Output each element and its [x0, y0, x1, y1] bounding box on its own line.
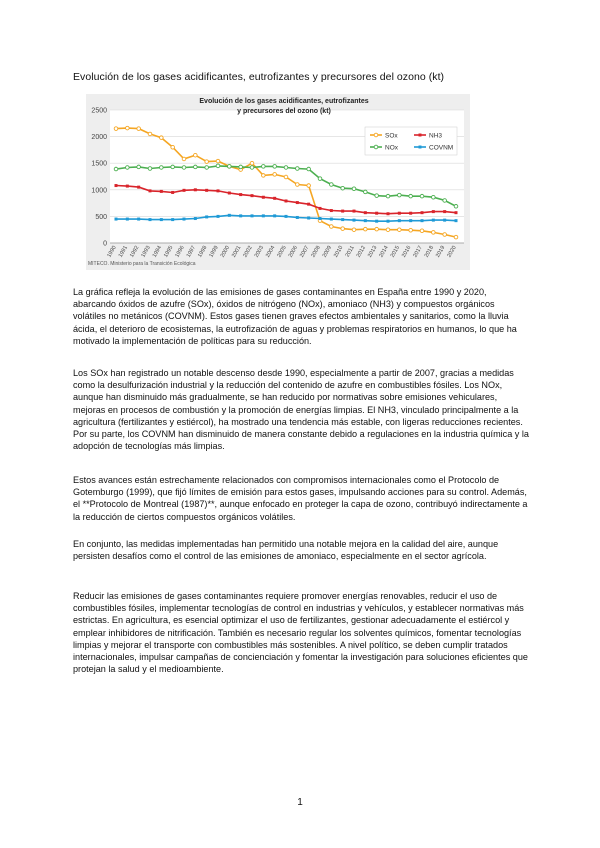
data-point-nh3: [285, 199, 288, 202]
x-tick-label: 1991: [117, 245, 130, 259]
x-tick-label: 2004: [265, 245, 277, 259]
x-tick-label: 2008: [310, 245, 322, 259]
data-point-nh3: [296, 201, 299, 204]
data-point-nh3: [432, 210, 435, 213]
x-tick-label: 2015: [389, 245, 402, 259]
chart-title-line-2: y precursores del ozono (kt): [237, 108, 331, 115]
paragraph-recommendations: Reducir las emisiones de gases contaminantes requiere promover energías renovables, reducir el uso de combustibles fósiles, implementar tecnologías de control en industrias y vehículos, y establecer normativas más estrictas. En agricultura, es esencial optimizar el uso de fertilizantes, gestionar adecuadamente el estiércol y emplear inhibidores de nitrificación. También es necesario regular los solventes químicos, fomentar tecnologías limpias y mejorar el transporte con combustibles más sostenibles. A nivel político, se deben cumplir tratados internacionales, impulsar campañas de concienciación y fomentar la investigación para soluciones eficientes que protejan la salud y el medioambiente.: [73, 591, 528, 675]
data-point-nox: [375, 194, 379, 198]
data-point-covnm: [375, 220, 378, 223]
data-point-covnm: [137, 218, 140, 221]
data-point-nox: [296, 167, 300, 171]
x-tick-label: 2002: [242, 245, 254, 259]
legend-label-nh3: NH3: [429, 132, 443, 140]
data-point-nh3: [262, 196, 265, 199]
data-point-nox: [126, 166, 130, 170]
legend-marker-nh3: [419, 134, 422, 137]
data-point-covnm: [307, 216, 310, 219]
data-point-nh3: [364, 211, 367, 214]
data-point-nh3: [205, 189, 208, 192]
data-point-nox: [205, 166, 209, 170]
chart-figure: [86, 94, 470, 270]
data-point-sox: [296, 183, 300, 187]
data-point-nh3: [137, 186, 140, 189]
data-point-nox: [341, 186, 345, 190]
data-point-covnm: [330, 218, 333, 221]
x-tick-label: 2006: [287, 245, 300, 259]
data-point-nox: [398, 193, 402, 197]
data-point-nox: [454, 204, 458, 208]
data-point-sox: [284, 175, 288, 179]
data-point-nox: [364, 190, 368, 194]
x-tick-label: 2007: [299, 245, 311, 259]
x-tick-label: 2003: [253, 245, 266, 259]
data-point-sox: [398, 228, 402, 232]
paragraph-trends: Los SOx han registrado un notable descenso desde 1990, especialmente a partir de 2007, gracias a medidas como la desulfurización industrial y la reducción del contenido de azufre en combustibles fósiles. Los NOx, aunque han disminuido más gradualmente, se han reducido por normativas sobre emisiones vehiculares, mejoras en procesos de combustión y la promoción de energías limpias. El NH3, vinculado principalmente a la agricultura (fertilizantes y estiércol), ha mostrado una tendencia más estable, con ligeras reducciones recientes. Por su parte, los COVNM han disminuido de manera constante debido a regulaciones en la industria química y la adopción de tecnologías más limpias.: [73, 368, 529, 452]
data-point-sox: [250, 161, 254, 165]
data-point-nox: [352, 187, 356, 191]
data-point-covnm: [341, 218, 344, 221]
data-point-sox: [432, 231, 436, 235]
data-point-covnm: [364, 219, 367, 222]
chart-source: MITECO. Ministerio para la Transición Ecológica: [88, 261, 196, 267]
data-point-nh3: [421, 211, 424, 214]
data-point-nox: [148, 167, 152, 171]
data-point-sox: [160, 136, 164, 140]
data-point-covnm: [455, 219, 458, 222]
data-point-nh3: [353, 210, 356, 213]
data-point-nox: [307, 167, 311, 171]
data-point-covnm: [443, 219, 446, 222]
data-point-nox: [420, 194, 424, 198]
data-point-sox: [420, 229, 424, 233]
x-tick-label: 2016: [401, 245, 413, 259]
data-point-covnm: [353, 219, 356, 222]
x-tick-label: 2001: [231, 245, 243, 259]
y-tick-label: 2000: [91, 134, 107, 142]
data-point-covnm: [149, 218, 152, 221]
data-point-covnm: [273, 214, 276, 217]
data-point-nox: [318, 177, 322, 181]
data-point-nox: [171, 165, 175, 169]
x-tick-label: 1990: [106, 245, 118, 259]
data-point-sox: [114, 127, 118, 131]
data-point-nh3: [217, 189, 220, 192]
data-point-nox: [443, 199, 447, 203]
paragraph-protocols: Estos avances están estrechamente relacionados con compromisos internacionales como el Protocolo de Gotemburgo (1999), que fijó límites de emisión para estos gases, impulsando acciones para su control. Además, el **Protocolo de Montreal (1987)**, aunque enfocado en proteger la capa de ozono, contribuyó indirectamente a la reducción de ciertos compuestos orgánicos volátiles.: [73, 475, 528, 522]
data-point-sox: [205, 160, 209, 164]
data-point-nh3: [307, 203, 310, 206]
data-point-covnm: [432, 219, 435, 222]
legend-label-nox: NOx: [385, 144, 398, 152]
data-point-sox: [364, 227, 368, 231]
data-point-nh3: [183, 189, 186, 192]
data-point-covnm: [262, 214, 265, 217]
data-point-covnm: [409, 219, 412, 222]
data-point-nh3: [341, 210, 344, 213]
data-point-sox: [307, 184, 311, 188]
x-tick-label: 1992: [129, 245, 141, 259]
y-tick-label: 2500: [91, 107, 107, 115]
data-point-covnm: [398, 219, 401, 222]
data-point-nh3: [330, 209, 333, 212]
data-point-nox: [386, 194, 390, 198]
data-point-nh3: [126, 185, 129, 188]
data-point-nh3: [273, 197, 276, 200]
data-point-sox: [126, 126, 130, 130]
x-tick-label: 1997: [185, 245, 198, 259]
x-tick-label: 2005: [276, 245, 288, 259]
data-point-covnm: [217, 215, 220, 218]
x-tick-label: 2012: [355, 245, 368, 259]
data-point-sox: [386, 228, 390, 232]
x-tick-label: 2019: [435, 245, 447, 259]
data-point-sox: [341, 227, 345, 231]
data-point-nox: [137, 165, 141, 169]
data-point-nox: [409, 194, 413, 198]
data-point-nh3: [239, 193, 242, 196]
x-tick-label: 1998: [197, 245, 209, 259]
document-title: Evolución de los gases acidificantes, eutrofizantes y precursores del ozono (kt): [73, 71, 445, 83]
data-point-covnm: [183, 218, 186, 221]
x-tick-label: 2017: [412, 245, 424, 259]
x-tick-label: 2020: [446, 245, 458, 259]
data-point-sox: [182, 157, 186, 161]
x-tick-label: 1999: [208, 245, 220, 259]
data-point-nh3: [455, 211, 458, 214]
data-point-nh3: [171, 191, 174, 194]
data-point-nox: [284, 166, 288, 170]
legend-label-covnm: COVNM: [429, 144, 454, 152]
x-tick-label: 1994: [151, 245, 164, 259]
paragraph-intro: La gráfica refleja la evolución de las emisiones de gases contaminantes en España entre 1990 y 2020, abarcando óxidos de azufre (SOx), óxidos de nitrógeno (NOx), amoniaco (NH3) y compuestos orgánicos volátiles no metánicos (COVNM). Estos gases tienen graves efectos ambientales y sanitarios, como la lluvia ácida, el deterioro de ecosistemas, la eutrofización de aguas y problemas respiratorios en humanos, lo que ha motivado la implementación de políticas para su reducción.: [73, 287, 517, 346]
data-point-sox: [194, 153, 198, 157]
paragraph-conclusion: En conjunto, las medidas implementadas han permitido una notable mejora en la calidad del aire, aunque persisten desafíos como el control de las emisiones de amoniaco, especialmente en el sector agrícola.: [73, 539, 499, 562]
data-point-nh3: [115, 184, 118, 187]
data-point-nox: [330, 183, 334, 187]
data-point-sox: [330, 225, 334, 229]
data-point-nh3: [387, 212, 390, 215]
chart-legend: [365, 127, 457, 155]
data-point-nh3: [149, 189, 152, 192]
data-point-covnm: [115, 218, 118, 221]
chart-title-line-1: Evolución de los gases acidificantes, eutrofizantes: [199, 98, 369, 105]
data-point-covnm: [296, 216, 299, 219]
legend-marker-nox: [374, 145, 378, 149]
data-point-nox: [262, 165, 266, 169]
data-point-sox: [454, 235, 458, 239]
data-point-covnm: [194, 217, 197, 220]
data-point-covnm: [126, 218, 129, 221]
data-point-nox: [273, 165, 277, 169]
x-tick-label: 1995: [163, 245, 175, 259]
x-tick-label: 2011: [344, 245, 356, 259]
data-point-nox: [239, 165, 243, 169]
x-tick-label: 2013: [367, 245, 379, 259]
data-point-covnm: [319, 217, 322, 220]
data-point-covnm: [228, 214, 231, 217]
data-point-covnm: [387, 220, 390, 223]
data-point-sox: [352, 228, 356, 232]
y-tick-label: 1500: [91, 160, 107, 168]
data-point-nh3: [251, 194, 254, 197]
data-point-sox: [443, 233, 447, 237]
x-tick-label: 2010: [333, 245, 345, 259]
data-point-nox: [114, 167, 118, 171]
data-point-nh3: [228, 191, 231, 194]
legend-label-sox: SOx: [385, 132, 398, 140]
data-point-nh3: [194, 188, 197, 191]
data-point-covnm: [251, 214, 254, 217]
data-point-nox: [216, 164, 220, 168]
data-point-covnm: [285, 215, 288, 218]
data-point-sox: [409, 228, 413, 232]
data-point-nox: [432, 195, 436, 199]
legend-marker-covnm: [419, 146, 422, 149]
data-point-nh3: [319, 207, 322, 210]
data-point-nox: [194, 165, 198, 169]
y-tick-label: 0: [103, 240, 107, 248]
x-tick-label: 1993: [140, 245, 152, 259]
data-point-covnm: [160, 218, 163, 221]
page-number: 1: [297, 797, 303, 808]
data-point-nox: [250, 166, 254, 170]
data-point-covnm: [421, 219, 424, 222]
data-point-sox: [148, 132, 152, 136]
data-point-sox: [273, 173, 277, 177]
data-point-nh3: [375, 212, 378, 215]
y-tick-label: 1000: [91, 187, 107, 195]
legend-marker-sox: [374, 133, 378, 137]
x-tick-label: 1996: [174, 245, 186, 259]
data-point-nh3: [160, 190, 163, 193]
data-point-covnm: [239, 214, 242, 217]
data-point-sox: [262, 174, 266, 178]
x-tick-label: 2009: [321, 244, 334, 259]
data-point-nh3: [443, 210, 446, 213]
data-point-covnm: [205, 215, 208, 218]
x-tick-label: 2014: [378, 245, 390, 259]
data-point-sox: [375, 227, 379, 231]
emissions-line-chart: [86, 94, 470, 270]
data-point-covnm: [171, 218, 174, 221]
x-tick-label: 2018: [423, 245, 436, 259]
data-point-sox: [137, 127, 141, 131]
data-point-nh3: [409, 212, 412, 215]
y-tick-label: 500: [95, 213, 107, 221]
data-point-nox: [160, 166, 164, 170]
x-tick-label: 2000: [219, 245, 232, 259]
data-point-nox: [228, 165, 232, 169]
data-point-nh3: [398, 212, 401, 215]
data-point-sox: [171, 145, 175, 149]
data-point-nox: [182, 166, 186, 170]
data-point-sox: [216, 159, 220, 163]
